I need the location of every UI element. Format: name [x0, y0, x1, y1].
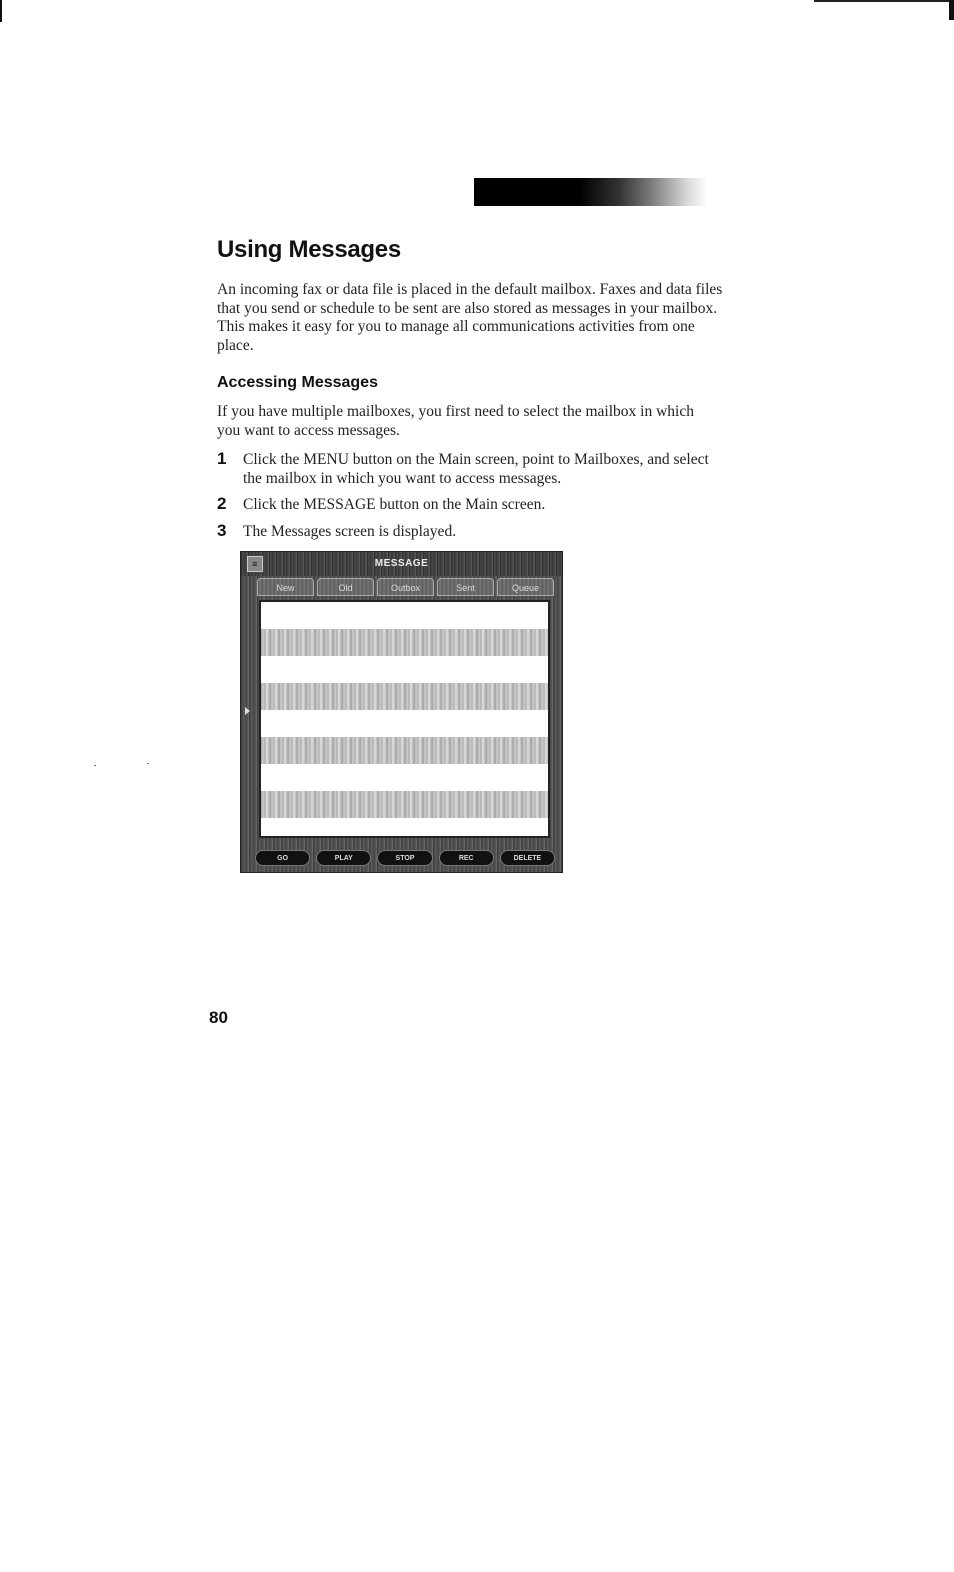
subsection-intro: If you have multiple mailboxes, you first need to select the mailbox in which you want to access messages. [217, 403, 694, 439]
scroll-arrow-icon[interactable] [245, 707, 250, 715]
page-number: 80 [209, 1008, 228, 1027]
stop-button[interactable]: STOP [377, 850, 432, 866]
section-intro: An incoming fax or data file is placed in the default mailbox. Faxes and data files that you send or schedule to be sent are also stored as messages in your mailbox. This makes it easy for you to manage all communications activities from one place. [217, 281, 723, 354]
tab-new[interactable]: New [257, 578, 314, 596]
step-text: Click the MENU button on the Main screen, point to Mailboxes, and select the mailbox in which you want to access messages. [243, 451, 709, 487]
scan-speck [147, 763, 149, 764]
tab-old[interactable]: Old [317, 578, 374, 596]
step-text: The Messages screen is displayed. [243, 523, 457, 540]
list-item[interactable] [261, 737, 548, 764]
list-item[interactable] [261, 602, 548, 629]
playback-controls [255, 850, 555, 868]
section-title: Using Messages [217, 236, 401, 263]
scan-edge [949, 0, 954, 20]
step-text: Click the MESSAGE button on the Main screen. [243, 496, 546, 513]
messages-titlebar [241, 552, 562, 576]
play-button[interactable]: PLAY [316, 850, 371, 866]
subsection-title: Accessing Messages [217, 374, 378, 391]
messages-title: MESSAGE [374, 558, 429, 569]
list-item[interactable] [261, 683, 548, 710]
scan-edge [814, 0, 954, 2]
delete-button[interactable]: DELETE [500, 850, 555, 866]
list-item[interactable] [261, 656, 548, 683]
go-button[interactable]: GO [255, 850, 310, 866]
window-menu-icon[interactable]: ≡ [247, 556, 263, 572]
scan-speck [94, 765, 96, 766]
step-number: 1 [217, 449, 227, 468]
chapter-header-bar [474, 178, 708, 206]
scan-edge [0, 0, 2, 22]
tab-outbox[interactable]: Outbox [377, 578, 434, 596]
message-list[interactable] [259, 600, 550, 838]
list-item[interactable] [261, 710, 548, 737]
list-item[interactable] [261, 764, 548, 791]
record-button[interactable]: REC [439, 850, 494, 866]
tab-queue[interactable]: Queue [497, 578, 554, 596]
list-item[interactable] [261, 791, 548, 818]
mailbox-tabs [257, 578, 554, 596]
tab-sent[interactable]: Sent [437, 578, 494, 596]
step-number: 2 [217, 494, 227, 513]
list-item[interactable] [261, 629, 548, 656]
step-number: 3 [217, 521, 227, 540]
messages-screen [240, 551, 563, 873]
